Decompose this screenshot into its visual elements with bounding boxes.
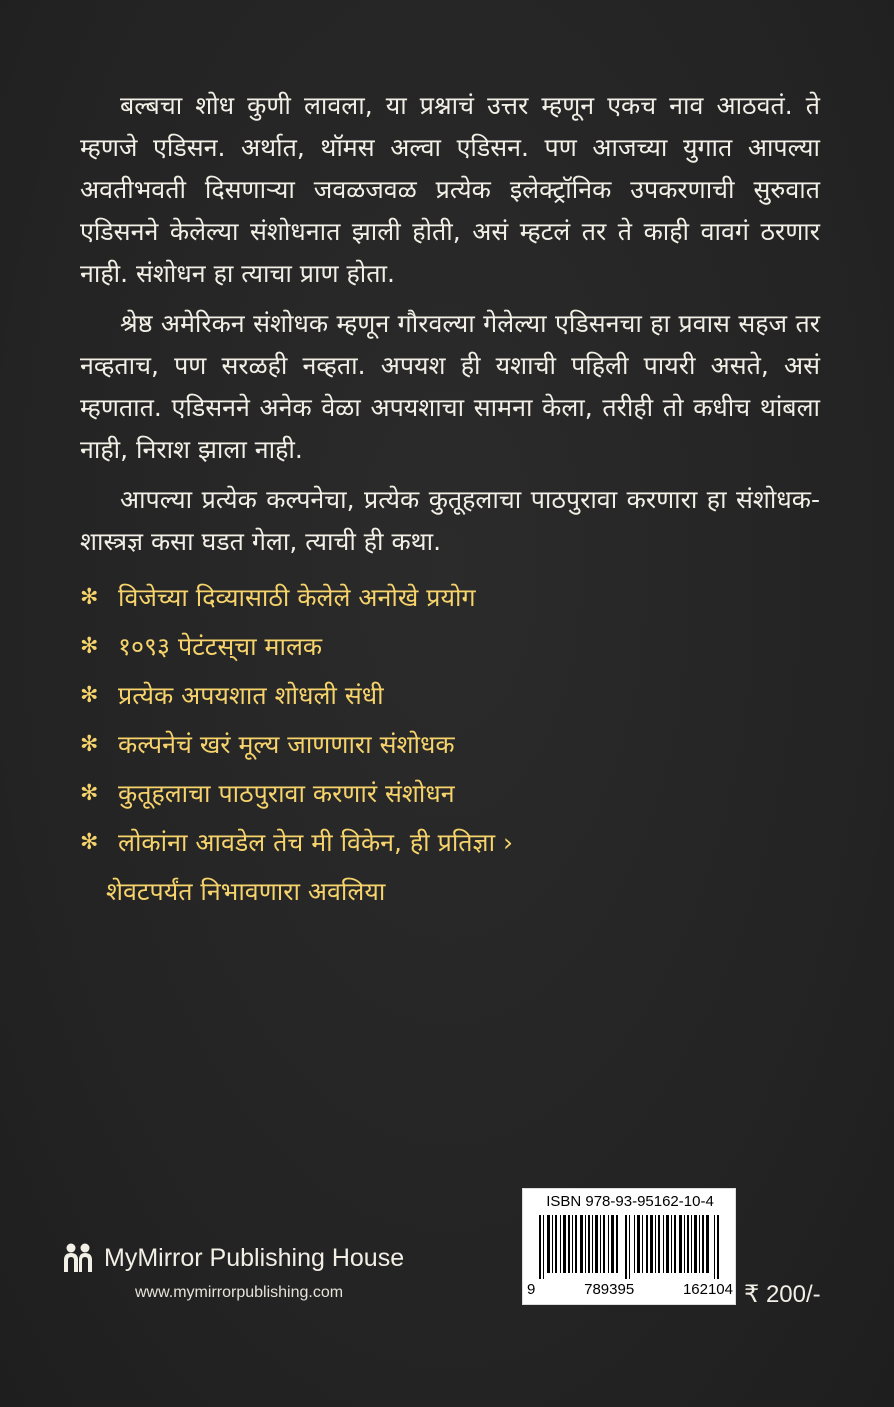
asterisk-bullet-icon: ✻ <box>80 683 99 708</box>
barcode-digit-group-2: 162104 <box>682 1281 733 1298</box>
blurb-paragraph-3: आपल्या प्रत्येक कल्पनेचा, प्रत्येक कुतूहलाचा पाठपुरावा करणारा हा संशोधक-शास्त्रज्ञ कसा घडत गेला, त्याची ही कथा. <box>80 485 820 556</box>
asterisk-bullet-icon: ✻ <box>80 830 99 855</box>
publisher-name: MyMirror Publishing House <box>104 1243 405 1272</box>
list-item <box>80 676 840 725</box>
list-item-text: १०९३ पेटंटस्‌चा मालक <box>118 632 323 661</box>
blurb-text <box>80 85 820 571</box>
list-item <box>80 578 840 627</box>
list-item-text: कुतूहलाचा पाठपुरावा करणारं संशोधन <box>118 779 455 808</box>
list-item <box>80 774 840 823</box>
barcode-digit-group-1: 789395 <box>584 1281 635 1298</box>
publisher-logo <box>60 1242 404 1274</box>
barcode-digits <box>527 1281 733 1298</box>
list-item-text: लोकांना आवडेल तेच मी विकेन, ही प्रतिज्ञा › <box>118 828 513 857</box>
price-label: ₹ 200/- <box>744 1281 821 1308</box>
barcode-digit-prefix: 9 <box>527 1281 536 1298</box>
publisher-url: www.mymirrorpublishing.com <box>135 1284 344 1301</box>
barcode-icon <box>539 1215 721 1279</box>
list-item <box>80 725 840 774</box>
list-item-text: कल्पनेचं खरं मूल्य जाणणारा संशोधक <box>118 730 455 759</box>
asterisk-bullet-icon: ✻ <box>80 634 99 659</box>
reading-people-icon <box>60 1242 98 1274</box>
list-item <box>80 627 840 676</box>
asterisk-bullet-icon: ✻ <box>80 781 99 806</box>
highlights-list <box>80 578 840 921</box>
asterisk-bullet-icon: ✻ <box>80 585 99 610</box>
list-item-text: विजेच्या दिव्यासाठी केलेले अनोखे प्रयोग <box>118 583 476 612</box>
isbn-label: ISBN 978-93-95162-10-4 <box>546 1193 714 1210</box>
asterisk-bullet-icon: ✻ <box>80 732 99 757</box>
list-item-continuation <box>80 872 840 921</box>
list-item-text: प्रत्येक अपयशात शोधली संधी <box>118 681 384 710</box>
list-item-text: शेवटपर्यंत निभावणारा अवलिया <box>106 877 386 906</box>
blurb-paragraph-1: बल्बचा शोध कुणी लावला, या प्रश्नाचं उत्तर म्हणून एकच नाव आठवतं. ते म्हणजे एडिसन. अर्थात, थॉमस अल्वा एडिसन. पण आजच्या युगात आपल्या अवतीभवती दिसणाऱ्या जवळजवळ प्रत्येक इलेक्ट्रॉनिक उपकरणाची सुरुवात एडिसनने केलेल्या संशोधनात झाली होती, असं म्हटलं तर ते काही वावगं ठरणार नाही. संशोधन हा त्याचा प्राण होता. <box>80 91 820 288</box>
list-item <box>80 823 840 872</box>
blurb-paragraph-2: श्रेष्ठ अमेरिकन संशोधक म्हणून गौरवल्या गेलेल्या एडिसनचा हा प्रवास सहज तर नव्हताच, पण सरळही नव्हता. अपयश ही यशाची पहिली पायरी असते, असं म्हणतात. एडिसनने अनेक वेळा अपयशाचा सामना केला, तरीही तो कधीच थांबला नाही, निराश झाला नाही. <box>80 309 820 464</box>
isbn-barcode-box <box>522 1188 736 1305</box>
